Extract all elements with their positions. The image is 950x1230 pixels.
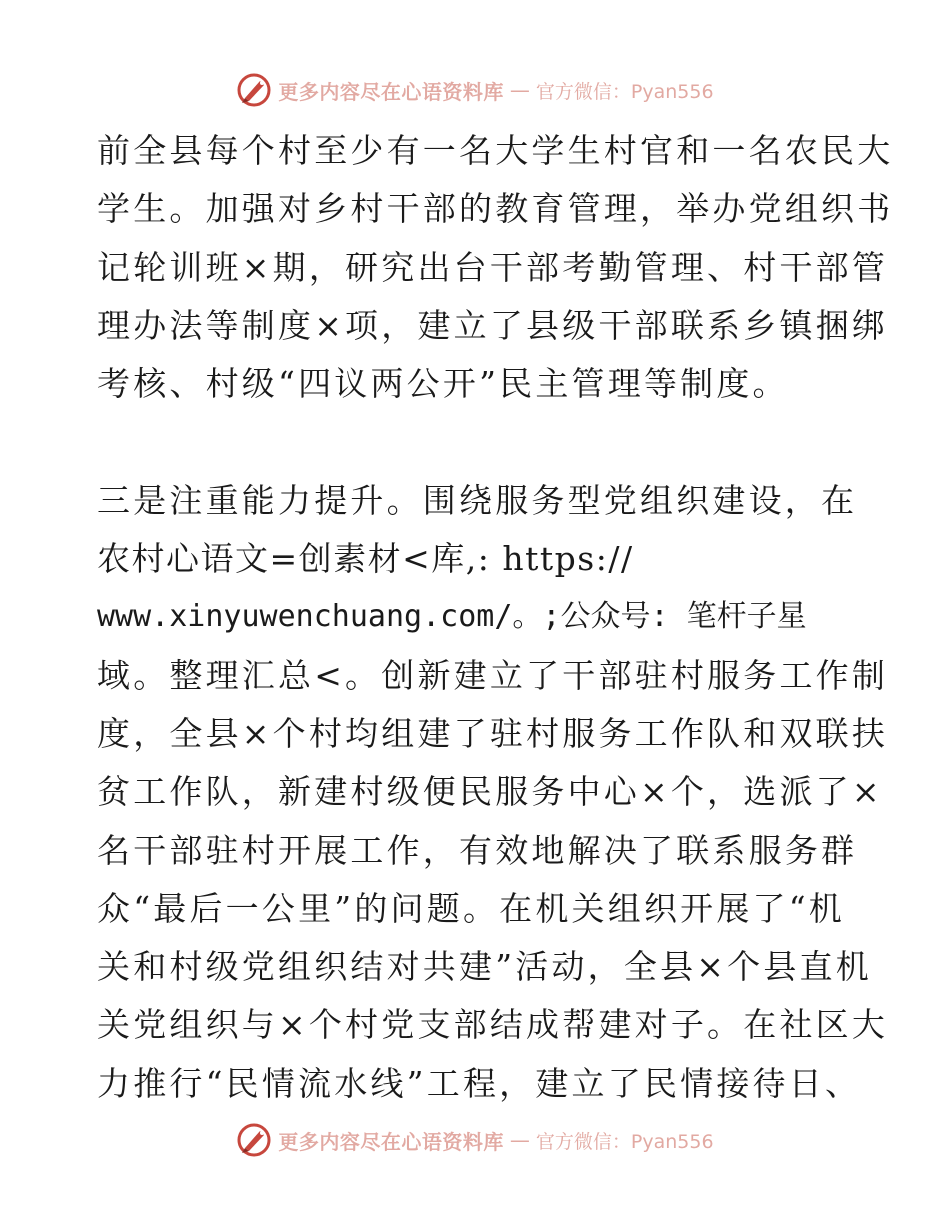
watermark-title: 更多内容尽在心语资料库 [278,79,504,104]
watermark-footer [0,1120,950,1160]
text-line: 记轮训班×期，研究出台干部考勤管理、村干部管 [97,247,889,287]
watermark-separator: — [509,1128,530,1152]
pen-logo-icon [236,72,272,108]
text-line: 众“最后一公里”的问题。在机关组织开展了“机 [97,888,846,928]
text-line: 名干部驻村开展工作，有效地解决了联系服务群 [97,830,858,870]
text-line: 关党组织与×个村党支部结成帮建对子。在社区大 [97,1005,889,1045]
text-line: 域。整理汇总<。创新建立了干部驻村服务工作制 [97,655,889,695]
text-line: 三是注重能力提升。围绕服务型党组织建设，在 [97,480,858,520]
paragraph-gap [97,413,867,471]
watermark-header [0,70,950,110]
watermark-title: 更多内容尽在心语资料库 [278,1129,504,1154]
text-line: 考核、村级“四议两公开”民主管理等制度。 [97,364,789,404]
text-line: 度，全县×个村均组建了驻村服务工作队和双联扶 [97,713,889,753]
watermark-separator: — [509,78,530,102]
text-line: 力推行“民情流水线”工程，建立了民情接待日、 [97,1063,862,1103]
watermark-contact: 官方微信：Pyan556 [535,80,714,103]
text-line: 贫工作队，新建村级便民服务中心×个，选派了× [97,772,883,812]
watermark-contact: 官方微信：Pyan556 [535,1130,714,1153]
text-line: 关和村级党组织结对共建”活动，全县×个县直机 [97,947,872,987]
text-line: www.xinyuwenchuang.com/。;公众号: 笔杆子星 [97,599,807,635]
text-line: 前全县每个村至少有一名大学生村官和一名农民大 [97,131,894,170]
text-line: 学生。加强对乡村干部的教育管理，举办党组织书 [97,189,894,229]
pen-logo-icon [236,1122,272,1158]
document-body [97,122,894,1113]
text-line: 理办法等制度×项，建立了县级干部联系乡镇捆绑 [97,305,889,345]
text-line: 农村心语文=创素材<库,: https:// [97,539,634,579]
